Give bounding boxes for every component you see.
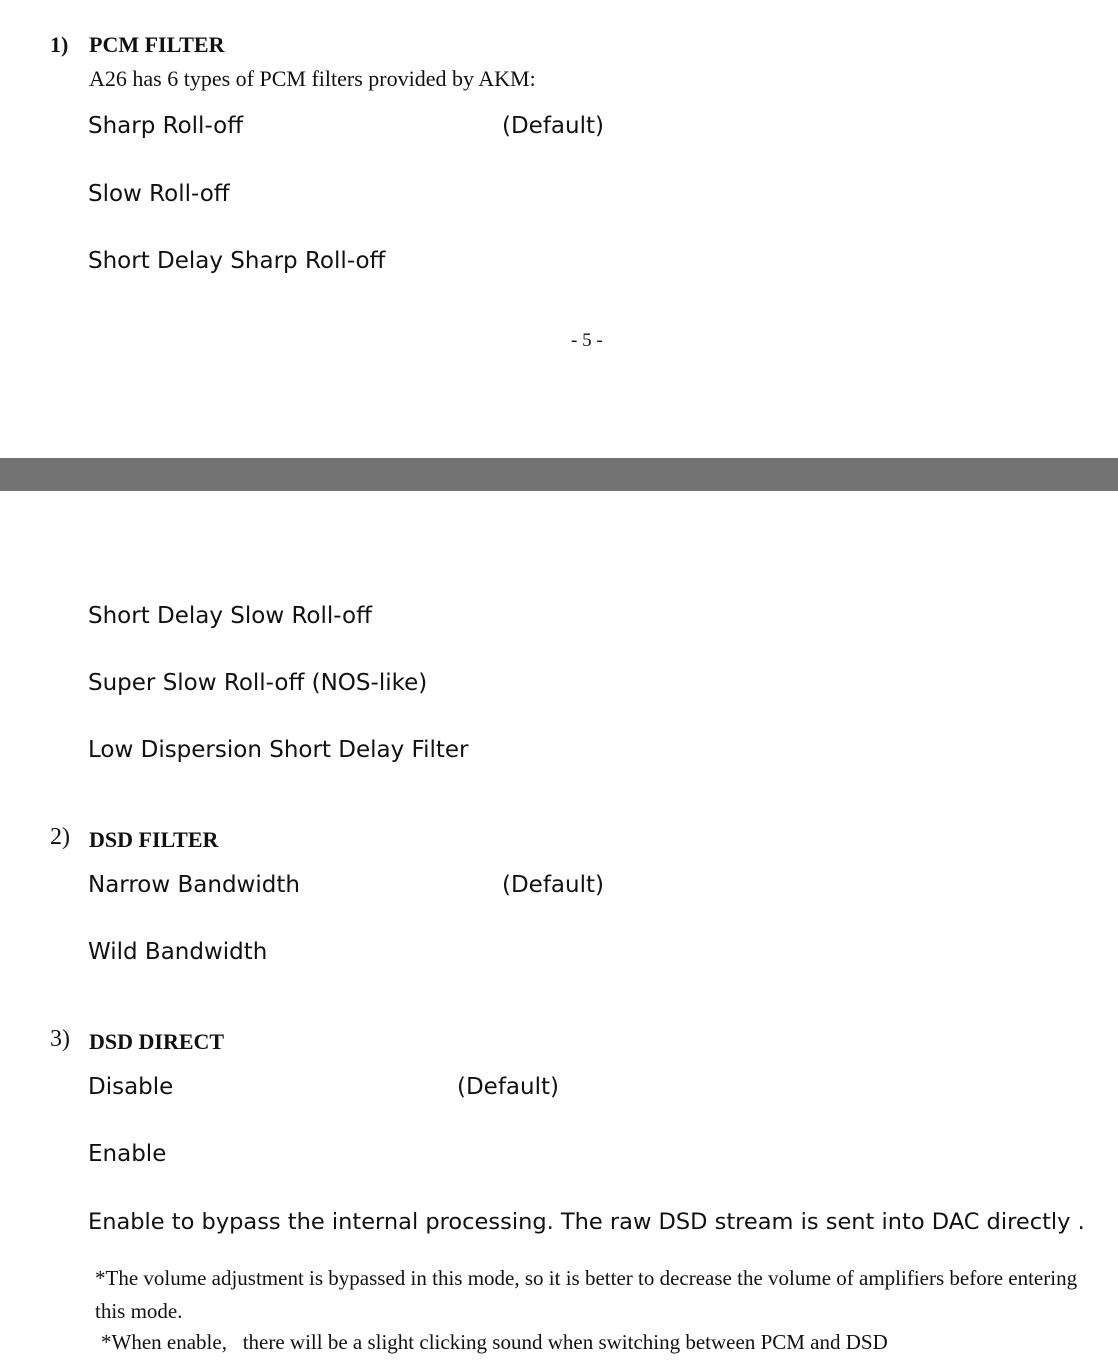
- section-heading-dsd-filter: DSD FILTER: [89, 827, 219, 852]
- option-label: Short Delay Sharp Roll-off: [88, 248, 386, 274]
- section-heading-pcm-filter: PCM FILTER: [89, 32, 225, 57]
- option-label: Slow Roll-off: [88, 181, 230, 207]
- option-label: Short Delay Slow Roll-off: [88, 603, 372, 629]
- default-marker: (Default): [457, 1074, 559, 1100]
- option-label: Super Slow Roll-off (NOS-like): [88, 670, 428, 696]
- section-number: 1): [50, 32, 69, 57]
- section-heading-dsd-direct: DSD DIRECT: [89, 1029, 225, 1054]
- note-clicking-sound: *When enable, there will be a slight clicking sound when switching between PCM and DSD: [101, 1330, 888, 1354]
- option-label: Disable: [88, 1074, 174, 1100]
- page-number: - 5 -: [571, 330, 603, 351]
- section-number: 3): [50, 1026, 70, 1052]
- option-label: Wild Bandwidth: [88, 939, 268, 965]
- default-marker: (Default): [502, 113, 604, 139]
- option-label: Narrow Bandwidth: [88, 872, 300, 898]
- section-description: Enable to bypass the internal processing. The raw DSD stream is sent into DAC directly .: [88, 1209, 1085, 1235]
- section-intro: A26 has 6 types of PCM filters provided by AKM:: [89, 66, 536, 91]
- option-label: Enable: [88, 1141, 167, 1167]
- note-volume-bypass: *The volume adjustment is bypassed in this mode, so it is better to decrease the volume of amplifiers before entering this mode.: [95, 1266, 1078, 1323]
- option-label: Sharp Roll-off: [88, 113, 244, 139]
- option-label: Low Dispersion Short Delay Filter: [88, 737, 469, 763]
- page-divider: [0, 458, 1118, 491]
- section-number: 2): [50, 824, 70, 850]
- default-marker: (Default): [502, 872, 604, 898]
